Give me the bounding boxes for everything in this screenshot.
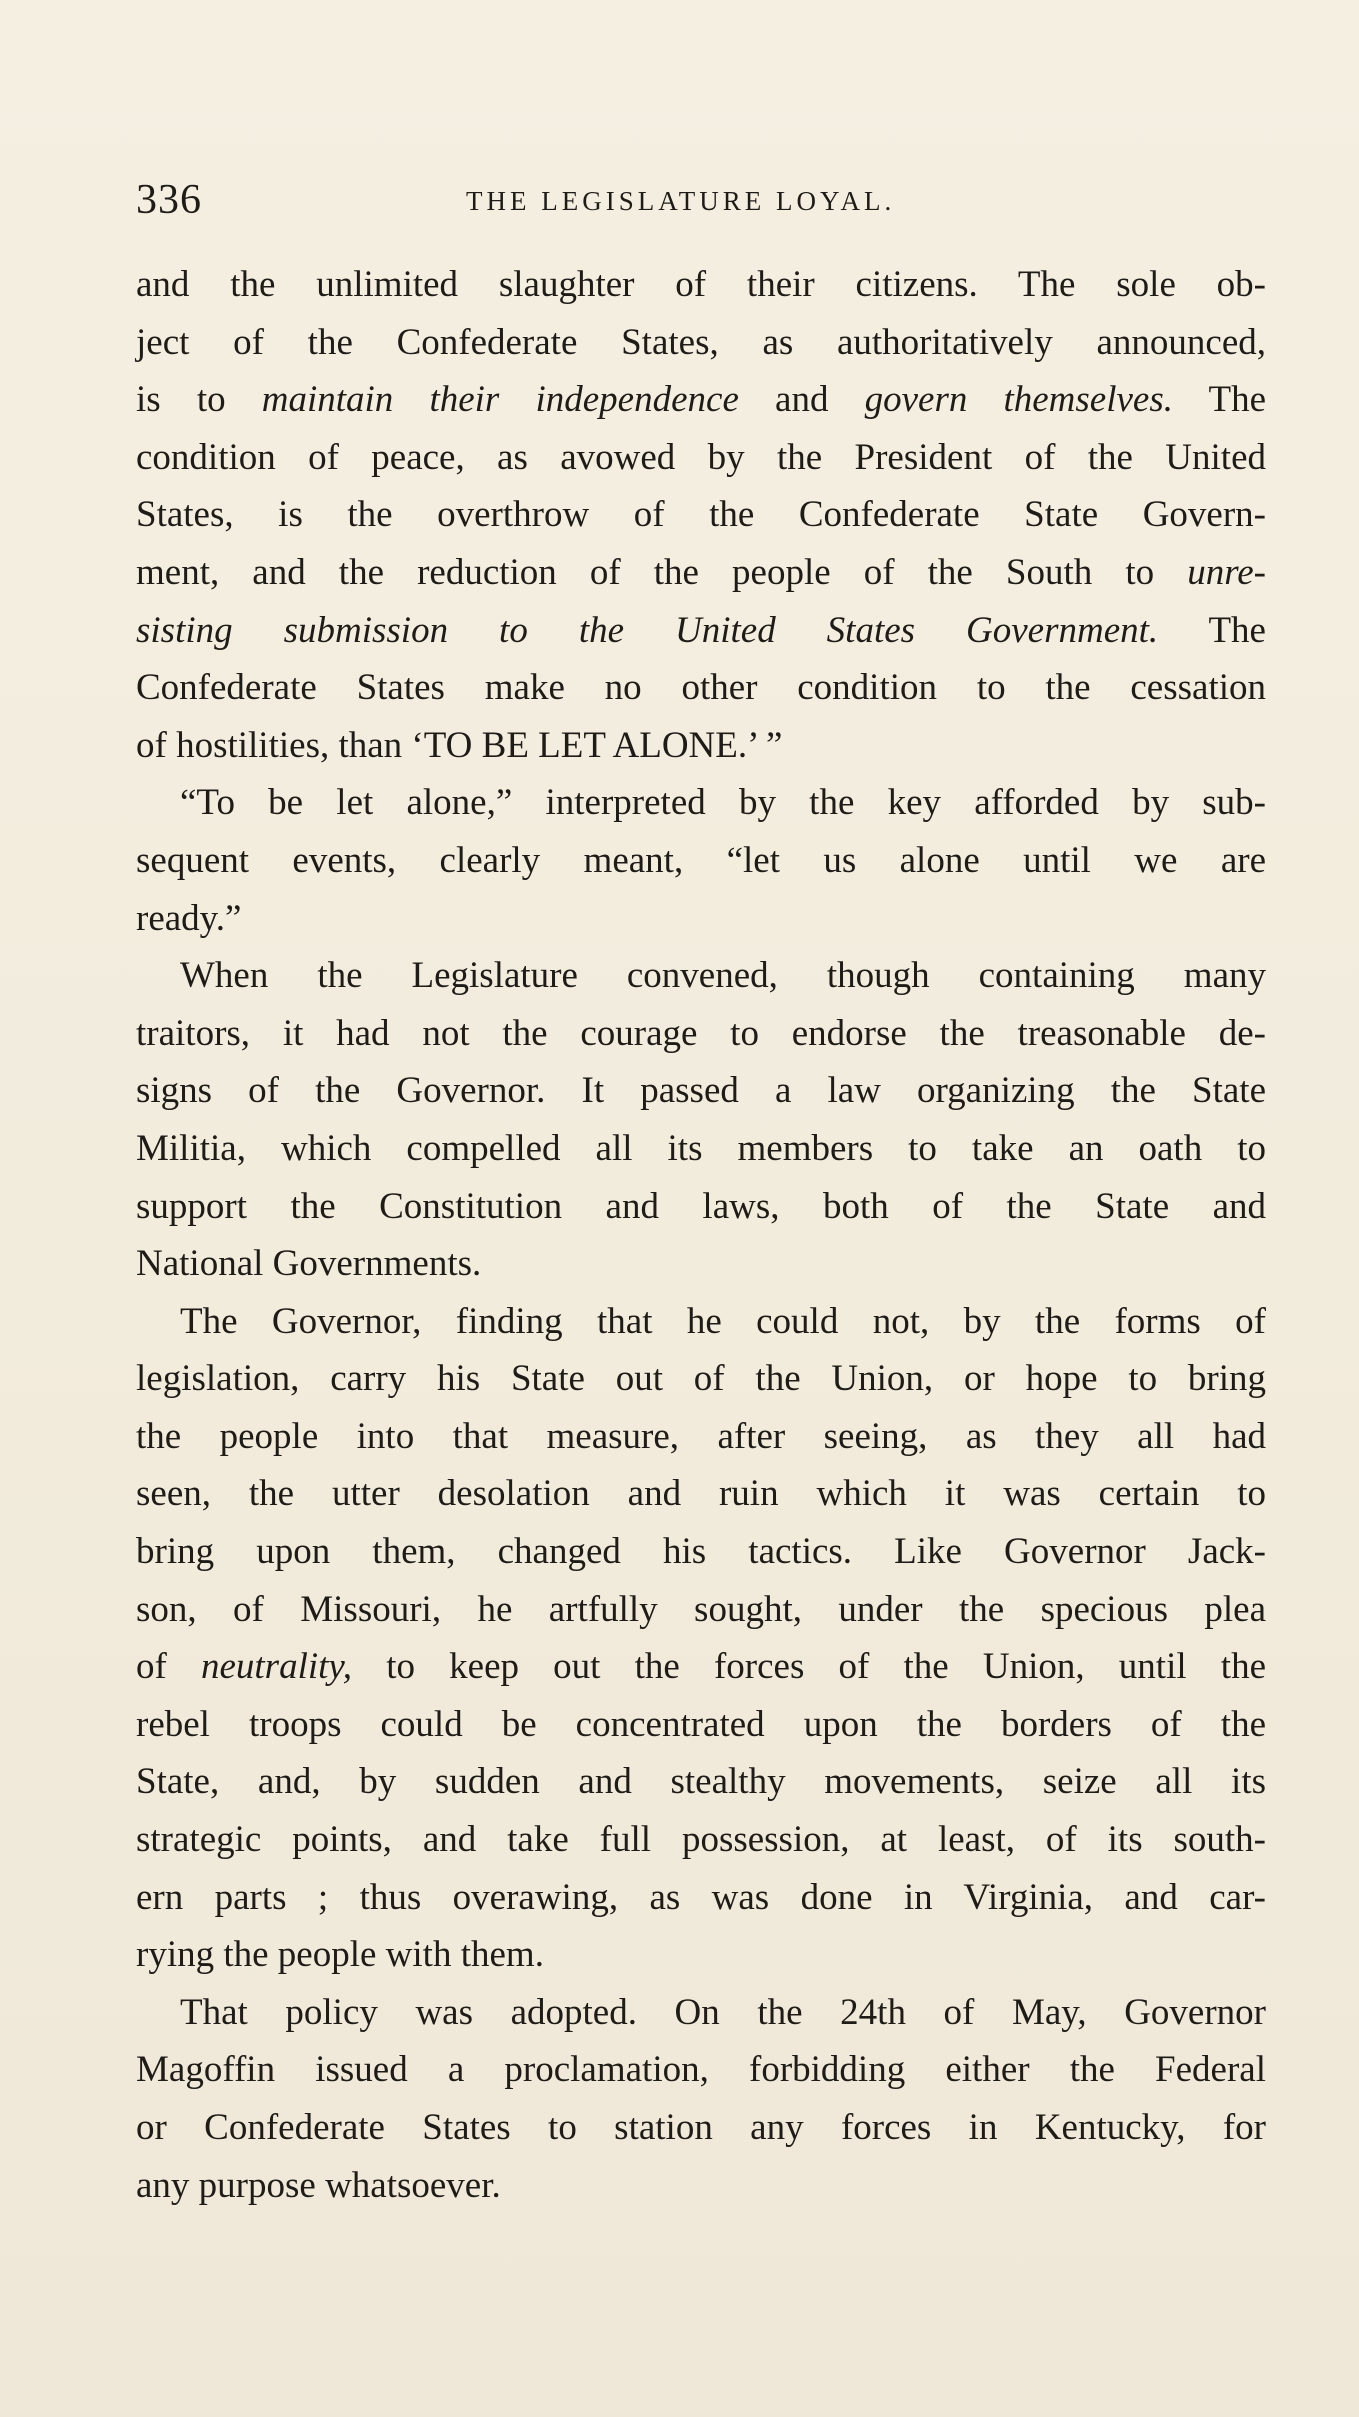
text-line <box>136 544 1266 602</box>
text-line <box>92 1811 1266 1869</box>
text-run: State, and, by sudden and stealthy movements, seize all its <box>136 1761 1266 1803</box>
text-line <box>136 486 1266 544</box>
text-run: and the unlimited slaughter of their citizens. The sole ob- <box>136 264 1266 305</box>
text-line <box>92 1178 1266 1236</box>
paragraph <box>136 1293 1266 1984</box>
text-run: of <box>136 1646 201 1688</box>
text-run: National Governments. <box>136 1243 482 1285</box>
italic-run: sisting submission to the United States Government. <box>136 609 1159 651</box>
text-line <box>92 1062 1266 1120</box>
text-line <box>92 1581 1266 1639</box>
paragraph <box>136 1984 1266 2214</box>
text-line <box>92 1120 1266 1178</box>
running-title: THE LEGISLATURE LOYAL. <box>466 186 896 216</box>
text-line <box>136 602 1266 660</box>
text-run: signs of the Governor. It passed a law organizing the State <box>136 1070 1266 1112</box>
text-line <box>92 1523 1266 1581</box>
text-line <box>136 314 1266 372</box>
text-run: seen, the utter desolation and ruin which it was certain to <box>136 1473 1266 1515</box>
text-run: strategic points, and take full possession, at least, of its south- <box>136 1819 1266 1861</box>
text-run: ern parts ; thus overawing, as was done in Virginia, and car- <box>136 1876 1266 1918</box>
text-line <box>136 371 1266 429</box>
text-run: traitors, it had not the courage to endorse the treasonable de- <box>136 1012 1266 1054</box>
text-run: or Confederate States to station any forces in Kentucky, for <box>136 2107 1266 2148</box>
text-run: The Governor, finding that he could not, by the forms of <box>180 1300 1266 1342</box>
text-run: That policy was adopted. On the 24th of May, Governor <box>180 1991 1266 2033</box>
text-run: The <box>1173 379 1266 421</box>
text-run: States, is the overthrow of the Confederate State Govern- <box>136 494 1266 536</box>
page-header <box>136 176 1266 236</box>
text-run: to keep out the forces of the Union, until the <box>352 1646 1266 1688</box>
text-line <box>92 1465 1266 1523</box>
text-run: ment, and the reduction of the people of the South to <box>136 551 1188 593</box>
italic-run: neutrality, <box>200 1646 353 1688</box>
text-run: rying the people with them. <box>136 1934 544 1976</box>
text-run: sequent events, clearly meant, “let us alone until we are <box>136 839 1266 881</box>
text-line <box>92 1869 1266 1927</box>
text-line <box>92 1350 1266 1408</box>
text-line <box>92 1696 1266 1754</box>
text-run: Militia, which compelled all its members to take an oath to <box>136 1127 1266 1169</box>
text-run: any purpose whatsoever. <box>136 2164 501 2206</box>
text-run: the people into that measure, after seeing, as they all had <box>136 1415 1266 1457</box>
text-run: of hostilities, than ‘TO BE LET ALONE.’ ” <box>136 724 783 766</box>
text-run: condition of peace, as avowed by the President of the United <box>136 436 1266 478</box>
text-run: ready.” <box>136 897 242 939</box>
text-line <box>92 1005 1266 1063</box>
paragraph <box>136 947 1266 1293</box>
text-line <box>92 890 1266 948</box>
text-line <box>92 2157 1266 2215</box>
italic-run: maintain their independence <box>261 379 739 421</box>
text-line <box>136 429 1266 487</box>
text-run: son, of Missouri, he artfully sought, under the specious plea <box>136 1588 1266 1630</box>
text-line <box>92 2099 1266 2157</box>
body-text <box>136 256 1266 2214</box>
page-number: 336 <box>136 177 202 223</box>
text-line <box>136 659 1266 717</box>
text-run: ject of the Confederate States, as authoritatively announced, <box>136 321 1266 363</box>
text-run: legislation, carry his State out of the Union, or hope to bring <box>136 1358 1266 1400</box>
text-line <box>92 1926 1266 1984</box>
text-line <box>136 947 1266 1005</box>
text-run: Magoffin issued a proclamation, forbidding either the Federal <box>136 2049 1266 2091</box>
text-line <box>136 717 1266 775</box>
text-line <box>136 256 1266 314</box>
text-run: The <box>1158 609 1266 651</box>
text-line <box>136 1984 1266 2042</box>
text-run: Confederate States make no other condition to the cessation <box>136 667 1266 709</box>
paragraph <box>136 256 1266 774</box>
text-line <box>136 774 1266 832</box>
text-line <box>92 2041 1266 2099</box>
italic-run: unre- <box>1187 551 1266 593</box>
italic-run: govern themselves. <box>864 379 1173 421</box>
text-line <box>92 1235 1266 1293</box>
text-run: “To be let alone,” interpreted by the key afforded by sub- <box>180 782 1266 824</box>
text-run: When the Legislature convened, though containing many <box>180 955 1266 997</box>
text-run: bring upon them, changed his tactics. Like Governor Jack- <box>136 1531 1266 1573</box>
text-run: and <box>738 379 865 421</box>
text-line <box>92 1753 1266 1811</box>
text-line <box>136 1293 1266 1351</box>
text-line <box>92 1408 1266 1466</box>
text-line <box>92 1638 1266 1696</box>
text-run: is to <box>136 379 262 421</box>
text-run: rebel troops could be concentrated upon the borders of the <box>136 1703 1266 1745</box>
text-line <box>92 832 1266 890</box>
paragraph <box>136 774 1266 947</box>
text-run: support the Constitution and laws, both of the State and <box>136 1185 1266 1227</box>
